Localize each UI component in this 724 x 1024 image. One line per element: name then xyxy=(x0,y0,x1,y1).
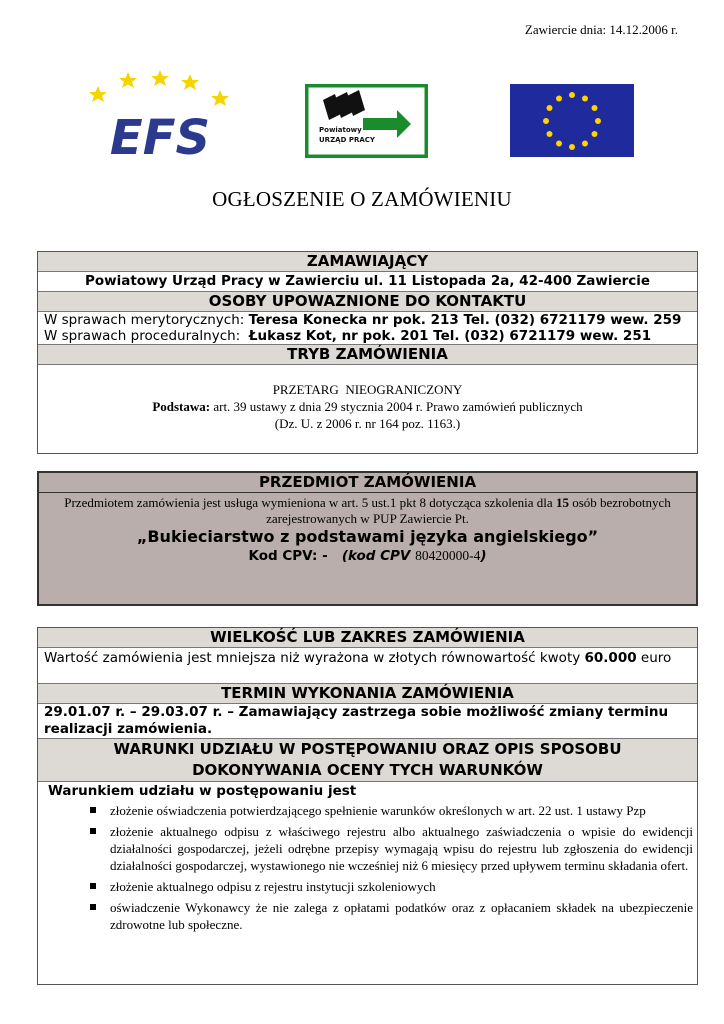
list-item: złożenie aktualnego odpisu z rejestru instytucji szkoleniowych xyxy=(38,878,697,895)
value-header: WIELKOŚĆ LUB ZAKRES ZAMÓWIENIA xyxy=(38,628,697,648)
bullet-icon xyxy=(90,883,96,889)
legal-basis-ref: (Dz. U. z 2006 r. nr 164 poz. 1163.) xyxy=(274,416,461,431)
eu-flag xyxy=(510,84,634,157)
conditions-header-line2: DOKONYWANIA OCENY TYCH WARUNKÓW xyxy=(192,761,543,779)
contact-procedural: W sprawach proceduralnych: Łukasz Kot, nr pok. 201 Tel. (032) 6721179 wew. 251 xyxy=(44,328,652,344)
authority-address: Powiatowy Urząd Pracy w Zawierciu ul. 11 Listopada 2a, 42-400 Zawiercie xyxy=(84,273,651,289)
deadline-header: TERMIN WYKONANIA ZAMÓWIENIA xyxy=(38,684,697,704)
legal-basis: Podstawa: art. 39 ustawy z dnia 29 stycznia 2004 r. Prawo zamówień publicznych xyxy=(152,399,583,414)
bullet-icon xyxy=(90,904,96,910)
list-item: oświadczenie Wykonawcy że nie zalega z opłatami podatków oraz z opłacaniem składek na ubezpieczenie zdrowotne lub społeczne. xyxy=(38,899,697,933)
svg-text:URZĄD PRACY: URZĄD PRACY xyxy=(319,136,375,144)
zamawiajacy-header: ZAMAWIAJĄCY xyxy=(38,252,697,272)
star-icon xyxy=(89,70,229,106)
subject-header: PRZEDMIOT ZAMÓWIENIA xyxy=(39,473,696,493)
efs-logo xyxy=(86,70,234,162)
contracting-authority-section xyxy=(37,251,698,454)
list-item: złożenie aktualnego odpisu z właściwego rejestru albo aktualnego zaświadczenia o wpisie do ewidencji działalności gospodarczej, jeżeli odrębne przepisy wymagają wpisu do rejestru lub zgłoszenia do ewidencji działalności gospodarczej, wystawionego nie wcześniej niż 6 miesięcy przed upływem terminu składania ofert. xyxy=(38,823,697,874)
svg-text:EFS: EFS xyxy=(109,110,211,162)
course-title: „Bukieciarstwo z podstawami języka angielskiego” xyxy=(136,527,599,546)
subject-section xyxy=(37,471,698,606)
order-value: Wartość zamówienia jest mniejsza niż wyrażona w złotych równowartość kwoty 60.000 euro xyxy=(38,648,697,684)
contacts-header: OSOBY UPOWAZNIONE DO KONTAKTU xyxy=(38,291,697,312)
mode-name: PRZETARG NIEOGRANICZONY xyxy=(272,382,463,397)
conditions-subtitle: Warunkiem udziału w postępowaniu jest xyxy=(48,783,357,799)
subject-description: Przedmiotem zamówienia jest usługa wymieniona w art. 5 ust.1 pkt 8 dotycząca szkolenia dla 15 osób bezrobotnych zarejestrowanych w PUP Zawiercie Pt. xyxy=(64,495,671,526)
bullet-icon xyxy=(90,807,96,813)
list-item: złożenie oświadczenia potwierdzającego spełnienie warunków określonych w art. 22 ust. 1 ustawy Pzp xyxy=(38,802,697,819)
procurement-mode xyxy=(38,365,697,432)
pup-logo xyxy=(305,84,428,158)
conditions-header-line1: WARUNKI UDZIAŁU W POSTĘPOWANIU ORAZ OPIS SPOSOBU xyxy=(113,740,622,758)
cpv-code: Kod CPV: - (kod CPV 80420000-4) xyxy=(248,548,487,564)
svg-text:Powiatowy: Powiatowy xyxy=(319,126,362,134)
contact-substantive: W sprawach merytorycznych: Teresa Konecka nr pok. 213 Tel. (032) 6721179 wew. 259 xyxy=(44,312,682,328)
document-date: Zawiercie dnia: 14.12.2006 r. xyxy=(524,22,678,37)
deadline-text: 29.01.07 r. – 29.03.07 r. – Zamawiający zastrzega sobie możliwość zmiany terminu realizacji zamówienia. xyxy=(38,704,697,739)
conditions-header xyxy=(38,739,697,782)
mode-header: TRYB ZAMÓWIENIA xyxy=(38,344,697,365)
conditions-list xyxy=(38,802,697,933)
conditions-section xyxy=(37,627,698,985)
page-title: OGŁOSZENIE O ZAMÓWIENIU xyxy=(212,187,512,211)
bullet-icon xyxy=(90,828,96,834)
